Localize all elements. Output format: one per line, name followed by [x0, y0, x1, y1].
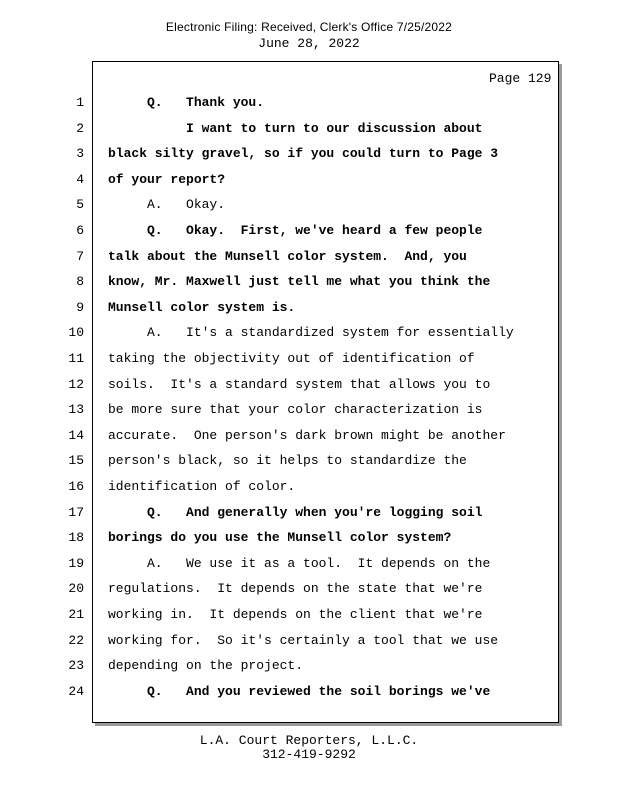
transcript-line: A. Okay. [108, 197, 226, 213]
line-number: 6 [76, 223, 84, 238]
transcript-line: know, Mr. Maxwell just tell me what you think the [108, 274, 491, 290]
line-number: 2 [76, 120, 84, 136]
line-number: 7 [76, 248, 84, 264]
transcript-line: be more sure that your color characterization is [108, 402, 483, 418]
transcript-line: Q. And generally when you're logging soil [108, 504, 483, 520]
transcript-line: identification of color. [108, 479, 296, 494]
line-number: 16 [68, 479, 84, 494]
line-number: 20 [68, 581, 84, 597]
transcript-line: depending on the project. [108, 658, 304, 674]
line-number: 23 [68, 658, 84, 674]
line-number: 17 [68, 504, 84, 520]
line-number: 11 [68, 351, 84, 366]
transcript-line: black silty gravel, so if you could turn to Page 3 [108, 146, 499, 162]
line-number: 4 [76, 171, 84, 187]
transcript-line: A. We use it as a tool. It depends on the [108, 555, 491, 571]
line-number: 21 [68, 607, 84, 622]
line-number: 13 [68, 402, 84, 418]
line-number: 1 [76, 95, 84, 110]
transcript-line: borings do you use the Munsell color system? [108, 530, 452, 546]
transcript-line: accurate. One person's dark brown might be another [108, 427, 506, 443]
transcript-line: Q. Thank you. [108, 95, 265, 110]
transcript-line: A. It's a standardized system for essentially [108, 325, 514, 341]
reporter-company: L.A. Court Reporters, L.L.C. [199, 733, 419, 748]
transcript-line: taking the objectivity out of identification of [108, 351, 475, 366]
line-number: 9 [76, 299, 84, 315]
line-number: 8 [76, 274, 84, 290]
line-number: 18 [68, 530, 84, 546]
transcript-line: soils. It's a standard system that allows you to [108, 376, 491, 392]
line-number: 5 [76, 197, 84, 213]
line-number: 12 [68, 376, 84, 392]
line-number: 3 [76, 146, 84, 162]
transcript-line: I want to turn to our discussion about [108, 120, 483, 136]
line-number: 19 [68, 555, 84, 571]
line-number: 14 [68, 427, 84, 443]
transcript-line: Munsell color system is. [108, 299, 296, 315]
line-number: 22 [68, 632, 84, 648]
line-number: 24 [68, 683, 84, 699]
page-number: Page 129 [489, 71, 552, 86]
transcript-line: working in. It depends on the client that we're [108, 607, 483, 622]
line-number: 10 [68, 325, 84, 341]
transcript-line: regulations. It depends on the state that we're [108, 581, 483, 597]
filing-stamp: Electronic Filing: Received, Clerk's Office 7/25/2022 [165, 20, 453, 34]
transcript-line: person's black, so it helps to standardize the [108, 453, 467, 469]
transcript-line: of your report? [108, 171, 226, 187]
transcript-line: Q. And you reviewed the soil borings we've [108, 683, 491, 699]
transcript-line: Q. Okay. First, we've heard a few people [108, 223, 483, 238]
reporter-phone: 312-419-9292 [262, 747, 356, 762]
transcript-date: June 28, 2022 [258, 36, 360, 51]
transcript-line: talk about the Munsell color system. And, you [108, 248, 467, 264]
line-number: 15 [68, 453, 84, 469]
transcript-line: working for. So it's certainly a tool that we use [108, 632, 499, 648]
